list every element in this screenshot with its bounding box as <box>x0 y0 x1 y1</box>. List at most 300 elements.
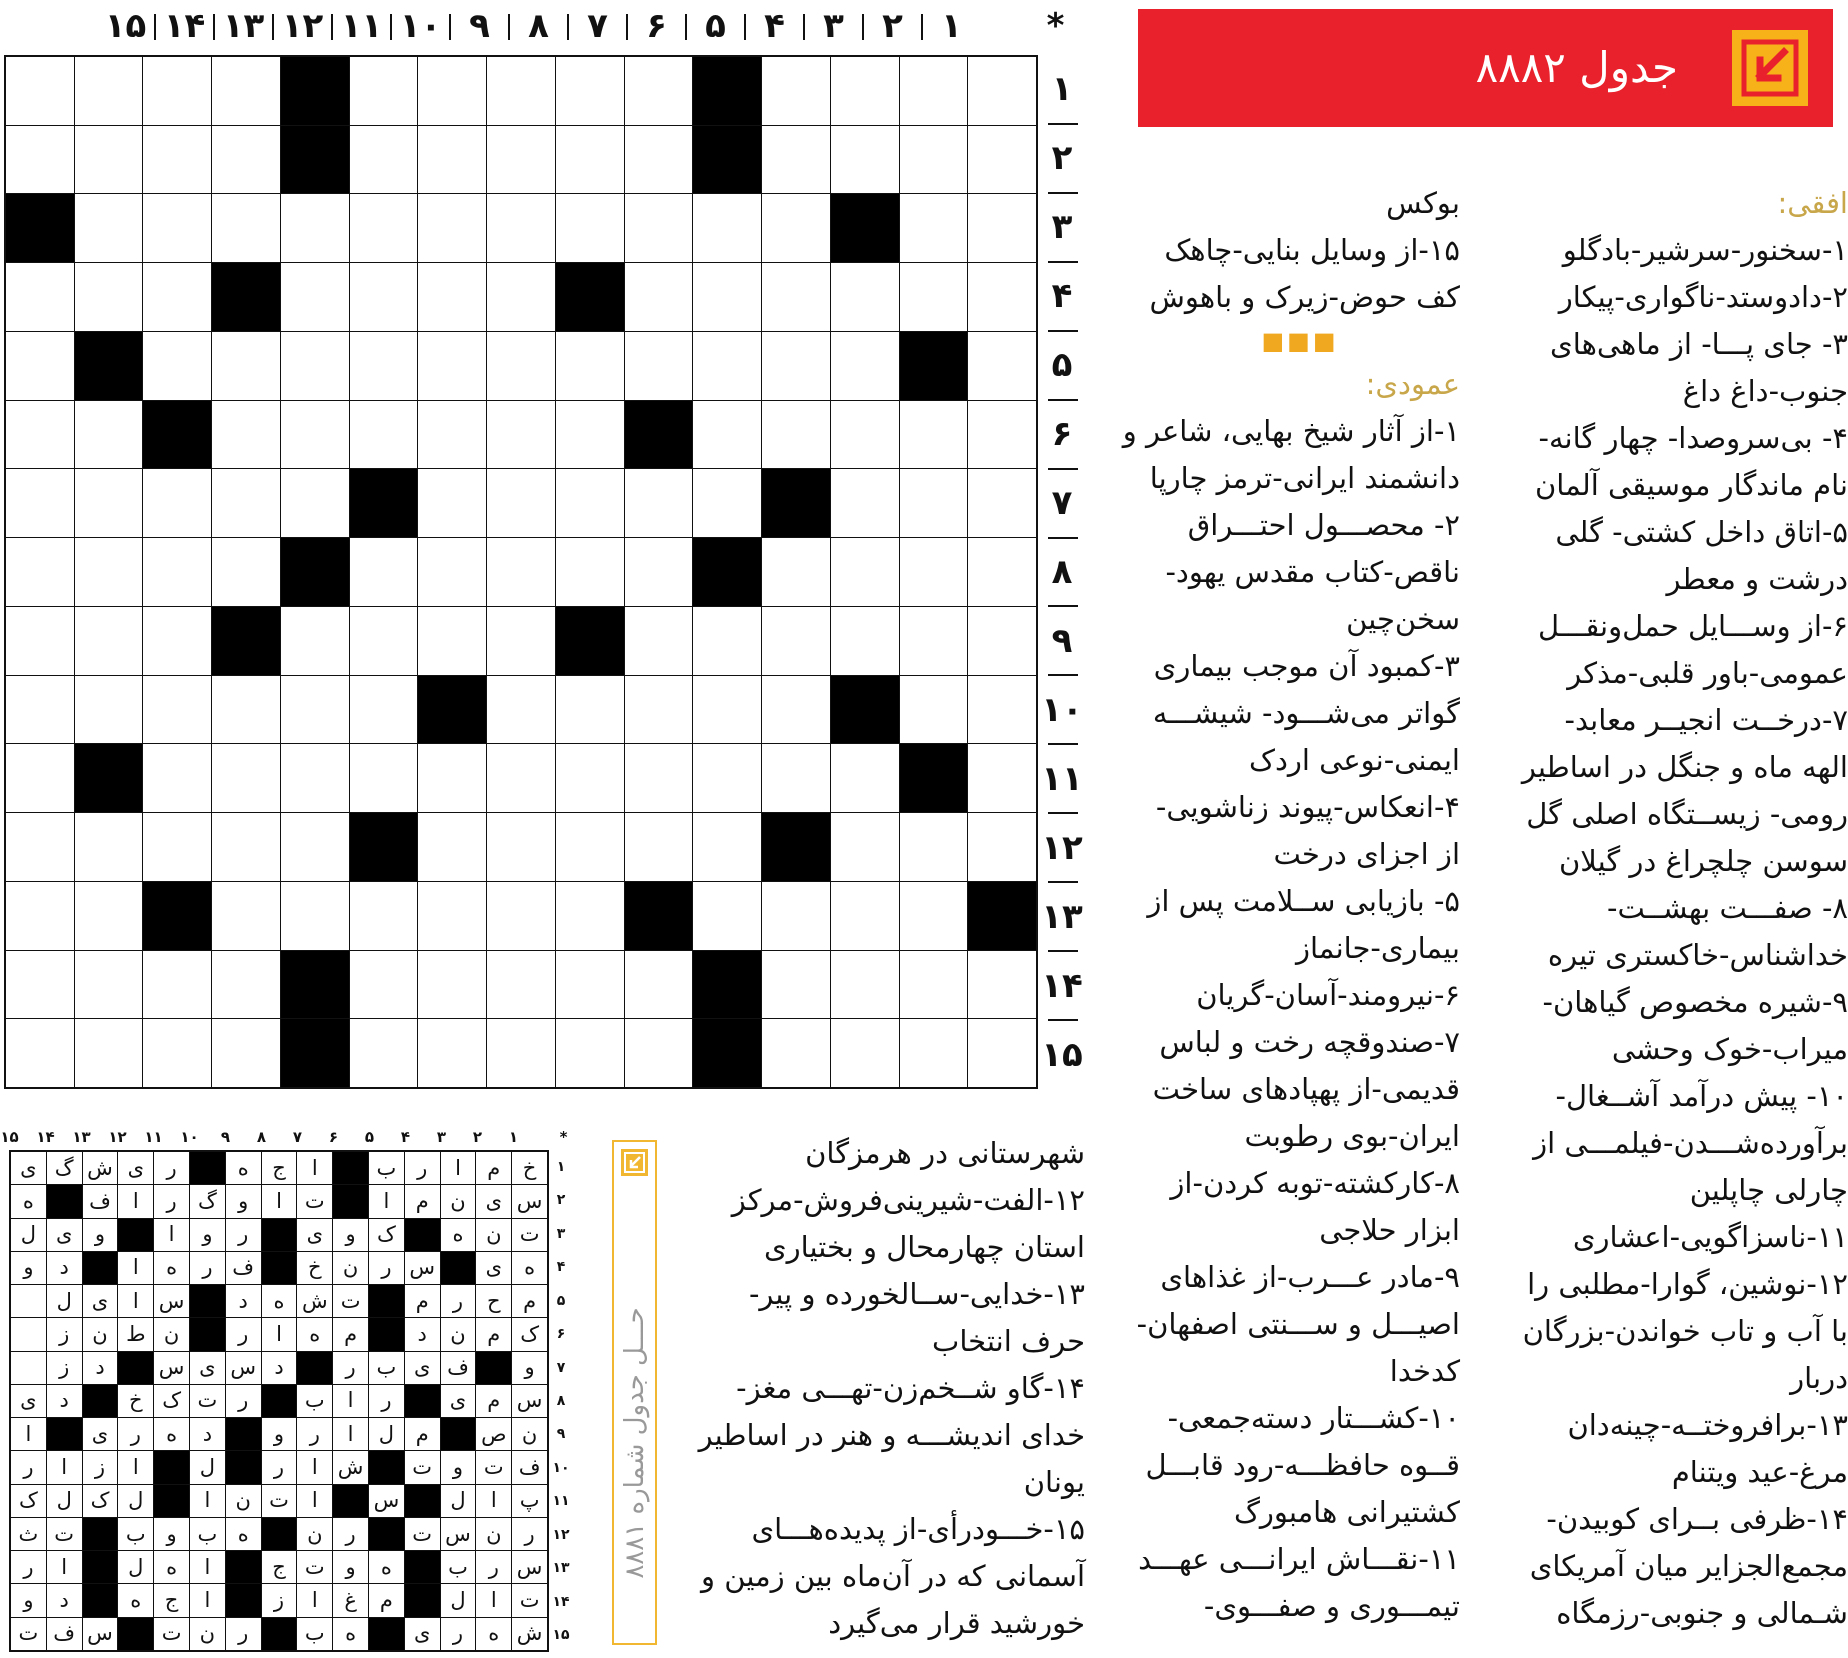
answer-cell[interactable] <box>900 951 968 1019</box>
across-heading: افقی: <box>1777 186 1848 220</box>
solution-black-cell <box>405 1385 440 1417</box>
answer-cell[interactable] <box>693 744 761 812</box>
clue-line: ۱۴-گاو شــخم‌زن-تهـــی مغز- <box>736 1371 1085 1405</box>
answer-cell[interactable] <box>487 607 555 675</box>
answer-cell[interactable] <box>418 951 486 1019</box>
answer-cell[interactable] <box>6 538 74 606</box>
solution-black-cell <box>369 1318 404 1350</box>
clue-column-left <box>700 1130 1085 1647</box>
answer-cell[interactable] <box>212 57 280 125</box>
answer-cell[interactable] <box>693 676 761 744</box>
black-cell <box>693 57 761 125</box>
answer-cell[interactable] <box>212 126 280 194</box>
solution-letter: ا <box>190 1485 225 1517</box>
answer-cell[interactable] <box>350 538 418 606</box>
answer-cell[interactable] <box>418 401 486 469</box>
solution-letter: و <box>441 1451 476 1483</box>
answer-cell[interactable] <box>75 401 143 469</box>
answer-cell[interactable] <box>968 744 1036 812</box>
solution-letter: ه <box>441 1219 476 1251</box>
answer-cell[interactable] <box>968 194 1036 262</box>
answer-cell[interactable] <box>762 676 830 744</box>
answer-cell[interactable] <box>350 676 418 744</box>
solution-black-cell <box>83 1518 118 1550</box>
answer-cell[interactable] <box>968 401 1036 469</box>
solution-letter: ر <box>226 1318 261 1350</box>
solution-black-cell <box>262 1252 297 1284</box>
answer-cell[interactable] <box>900 57 968 125</box>
answer-cell[interactable] <box>418 126 486 194</box>
answer-cell[interactable] <box>143 57 211 125</box>
answer-cell[interactable] <box>418 263 486 331</box>
answer-cell[interactable] <box>968 57 1036 125</box>
solution-black-cell <box>262 1219 297 1251</box>
black-cell <box>350 813 418 881</box>
answer-cell[interactable] <box>212 469 280 537</box>
answer-cell[interactable] <box>418 469 486 537</box>
solution-letter: ا <box>190 1584 225 1616</box>
answer-cell[interactable] <box>831 126 899 194</box>
answer-cell[interactable] <box>968 1019 1036 1087</box>
answer-cell[interactable] <box>212 882 280 950</box>
answer-cell[interactable] <box>968 469 1036 537</box>
answer-cell[interactable] <box>281 469 349 537</box>
solution-letter: ن <box>476 1219 511 1251</box>
black-cell <box>281 126 349 194</box>
answer-cell[interactable] <box>762 332 830 400</box>
answer-cell[interactable] <box>762 744 830 812</box>
clue-line: قدیمی-از پهپادهای ساخت <box>1152 1072 1460 1106</box>
solution-black-cell <box>154 1451 189 1483</box>
solution-letter: ا <box>441 1152 476 1184</box>
answer-cell[interactable] <box>75 813 143 881</box>
answer-cell[interactable] <box>900 126 968 194</box>
answer-cell[interactable] <box>968 813 1036 881</box>
answer-cell[interactable] <box>350 882 418 950</box>
solution-letter: گ <box>47 1152 82 1184</box>
solution-letter: س <box>441 1518 476 1550</box>
solution-letter: م <box>476 1385 511 1417</box>
answer-cell[interactable] <box>418 1019 486 1087</box>
answer-cell[interactable] <box>831 951 899 1019</box>
answer-cell[interactable] <box>831 401 899 469</box>
answer-cell[interactable] <box>487 744 555 812</box>
solution-row-number: ۷ <box>556 1359 566 1376</box>
clue-line: ۴-انعکاس-پیوند زناشویی- <box>1155 790 1460 824</box>
answer-cell[interactable] <box>487 676 555 744</box>
answer-cell[interactable] <box>75 676 143 744</box>
answer-cell[interactable] <box>556 951 624 1019</box>
answer-cell[interactable] <box>487 194 555 262</box>
answer-cell[interactable] <box>350 607 418 675</box>
answer-cell[interactable] <box>693 607 761 675</box>
solution-letter: ف <box>226 1252 261 1284</box>
answer-cell[interactable] <box>625 538 693 606</box>
answer-cell[interactable] <box>831 57 899 125</box>
answer-cell[interactable] <box>556 194 624 262</box>
answer-cell[interactable] <box>143 538 211 606</box>
answer-cell[interactable] <box>625 194 693 262</box>
solution-column-number: ۹ <box>220 1128 231 1146</box>
answer-cell[interactable] <box>968 676 1036 744</box>
answer-cell[interactable] <box>968 332 1036 400</box>
answer-cell[interactable] <box>556 744 624 812</box>
answer-cell[interactable] <box>762 57 830 125</box>
solution-letter: و <box>333 1551 368 1583</box>
answer-cell[interactable] <box>350 57 418 125</box>
answer-cell[interactable] <box>418 607 486 675</box>
answer-cell[interactable] <box>693 194 761 262</box>
answer-cell[interactable] <box>625 332 693 400</box>
answer-cell[interactable] <box>418 194 486 262</box>
answer-cell[interactable] <box>143 951 211 1019</box>
solution-letter: ر <box>154 1152 189 1184</box>
answer-cell[interactable] <box>6 1019 74 1087</box>
answer-cell[interactable] <box>143 126 211 194</box>
solution-letter: ا <box>333 1418 368 1450</box>
solution-black-cell <box>83 1385 118 1417</box>
answer-cell[interactable] <box>831 607 899 675</box>
answer-cell[interactable] <box>693 263 761 331</box>
clue-line: کف حوض-زیرک و باهوش <box>1149 280 1460 314</box>
black-cell <box>143 882 211 950</box>
answer-cell[interactable] <box>6 401 74 469</box>
black-cell <box>693 1019 761 1087</box>
answer-cell[interactable] <box>75 469 143 537</box>
solution-black-cell <box>226 1451 261 1483</box>
answer-cell[interactable] <box>556 813 624 881</box>
solution-letter: ی <box>476 1252 511 1284</box>
answer-cell[interactable] <box>75 951 143 1019</box>
clue-line: میراب-خوک وحشی <box>1611 1032 1848 1066</box>
answer-cell[interactable] <box>6 469 74 537</box>
answer-cell[interactable] <box>762 401 830 469</box>
answer-cell[interactable] <box>350 1019 418 1087</box>
answer-cell[interactable] <box>900 607 968 675</box>
answer-cell[interactable] <box>350 126 418 194</box>
clue-line: بیماری-جانماز <box>1295 931 1460 965</box>
solution-letter: ا <box>118 1252 153 1284</box>
answer-cell[interactable] <box>6 951 74 1019</box>
solution-header-star: * <box>559 1128 568 1146</box>
solution-letter: ا <box>297 1451 332 1483</box>
solution-letter: ث <box>11 1518 46 1550</box>
clue-line: نام ماندگار موسیقی آلمان <box>1534 468 1848 502</box>
answer-cell[interactable] <box>75 882 143 950</box>
answer-cell[interactable] <box>900 676 968 744</box>
answer-cell[interactable] <box>281 332 349 400</box>
solution-letter: و <box>512 1352 547 1384</box>
solution-column-header <box>0 1127 568 1147</box>
clue-line: ۹-مادر عـــرب-از غذاهای <box>1160 1260 1460 1294</box>
answer-cell[interactable] <box>487 469 555 537</box>
solution-letter: ر <box>226 1219 261 1251</box>
solution-black-cell <box>369 1518 404 1550</box>
answer-cell[interactable] <box>625 57 693 125</box>
answer-cell[interactable] <box>625 676 693 744</box>
answer-cell[interactable] <box>556 126 624 194</box>
answer-cell[interactable] <box>281 263 349 331</box>
answer-cell[interactable] <box>6 607 74 675</box>
solution-letter: ر <box>369 1385 404 1417</box>
puzzle-title: جدول ۸۸۸۲ <box>1475 43 1678 92</box>
answer-cell[interactable] <box>75 538 143 606</box>
answer-cell[interactable] <box>831 1019 899 1087</box>
answer-cell[interactable] <box>281 676 349 744</box>
answer-cell[interactable] <box>693 882 761 950</box>
answer-cell[interactable] <box>831 744 899 812</box>
answer-cell[interactable] <box>762 1019 830 1087</box>
answer-cell[interactable] <box>762 126 830 194</box>
solution-letter: پ <box>512 1485 547 1517</box>
answer-cell[interactable] <box>556 676 624 744</box>
solution-column-number: ۱۴ <box>36 1128 55 1146</box>
answer-cell[interactable] <box>556 57 624 125</box>
answer-cell[interactable] <box>350 951 418 1019</box>
answer-cell[interactable] <box>350 332 418 400</box>
answer-cell[interactable] <box>350 401 418 469</box>
answer-cell[interactable] <box>762 263 830 331</box>
answer-cell[interactable] <box>418 882 486 950</box>
answer-cell[interactable] <box>556 401 624 469</box>
row-number: ۳ <box>1051 207 1073 248</box>
column-number: ۱۵ <box>104 6 147 46</box>
answer-cell[interactable] <box>556 882 624 950</box>
answer-cell[interactable] <box>556 332 624 400</box>
answer-cell[interactable] <box>75 126 143 194</box>
answer-cell[interactable] <box>350 263 418 331</box>
answer-cell[interactable] <box>6 676 74 744</box>
answer-cell[interactable] <box>6 813 74 881</box>
answer-cell[interactable] <box>556 1019 624 1087</box>
answer-cell[interactable] <box>831 263 899 331</box>
clue-line: تیمـــوری و صفـــوی- <box>1203 1589 1460 1623</box>
solution-letter: ل <box>11 1219 46 1251</box>
answer-cell[interactable] <box>900 194 968 262</box>
solution-letter: ر <box>333 1518 368 1550</box>
answer-cell[interactable] <box>831 332 899 400</box>
answer-cell[interactable] <box>212 194 280 262</box>
answer-cell[interactable] <box>6 744 74 812</box>
answer-cell[interactable] <box>143 1019 211 1087</box>
answer-cell[interactable] <box>487 538 555 606</box>
answer-cell[interactable] <box>212 1019 280 1087</box>
answer-cell[interactable] <box>487 57 555 125</box>
answer-cell[interactable] <box>281 882 349 950</box>
answer-cell[interactable] <box>143 469 211 537</box>
clue-line: کشتیرانی هامبورگ <box>1233 1495 1460 1529</box>
answer-cell[interactable] <box>143 332 211 400</box>
answer-cell[interactable] <box>487 263 555 331</box>
answer-cell[interactable] <box>75 194 143 262</box>
answer-cell[interactable] <box>212 332 280 400</box>
answer-cell[interactable] <box>968 607 1036 675</box>
column-number: ۶ <box>646 6 667 46</box>
clue-line: ۳-کمبود آن موجب بیماری <box>1153 649 1460 683</box>
answer-cell[interactable] <box>968 126 1036 194</box>
solution-letter: ت <box>333 1285 368 1317</box>
answer-cell[interactable] <box>762 538 830 606</box>
solution-letter: خ <box>297 1252 332 1284</box>
answer-cell[interactable] <box>75 263 143 331</box>
solution-row-number: ۱۵ <box>552 1627 570 1644</box>
clue-line: ۴- بی‌سروصدا- چهار گانه- <box>1538 421 1848 455</box>
answer-cell[interactable] <box>487 951 555 1019</box>
answer-cell[interactable] <box>143 676 211 744</box>
solution-letter: ر <box>405 1152 440 1184</box>
answer-cell[interactable] <box>487 882 555 950</box>
solution-letter: ا <box>262 1185 297 1217</box>
solution-letter: ن <box>476 1518 511 1550</box>
solution-black-cell <box>297 1352 332 1384</box>
solution-column-number: ۷ <box>292 1128 303 1146</box>
solution-black-cell <box>118 1618 153 1650</box>
answer-cell[interactable] <box>281 813 349 881</box>
answer-cell[interactable] <box>831 813 899 881</box>
solution-column-number: ۶ <box>328 1128 339 1146</box>
answer-cell[interactable] <box>831 469 899 537</box>
answer-cell[interactable] <box>762 951 830 1019</box>
answer-cell[interactable] <box>625 126 693 194</box>
answer-cell[interactable] <box>75 1019 143 1087</box>
answer-cell[interactable] <box>556 469 624 537</box>
answer-cell[interactable] <box>418 57 486 125</box>
answer-cell[interactable] <box>350 744 418 812</box>
answer-cell[interactable] <box>762 194 830 262</box>
row-number: ۶ <box>1051 414 1073 455</box>
answer-cell[interactable] <box>762 607 830 675</box>
answer-cell[interactable] <box>900 469 968 537</box>
answer-cell[interactable] <box>900 538 968 606</box>
answer-cell[interactable] <box>212 744 280 812</box>
answer-cell[interactable] <box>281 744 349 812</box>
solution-letter: ر <box>226 1618 261 1650</box>
solution-column-number: ۱ <box>508 1128 519 1146</box>
solution-column-number: ۳ <box>436 1128 447 1146</box>
answer-cell[interactable] <box>968 263 1036 331</box>
answer-cell[interactable] <box>6 263 74 331</box>
answer-cell[interactable] <box>143 607 211 675</box>
answer-cell[interactable] <box>75 57 143 125</box>
solution-letter: ن <box>154 1318 189 1350</box>
answer-cell[interactable] <box>968 538 1036 606</box>
solution-letter: ب <box>297 1618 332 1650</box>
answer-cell[interactable] <box>143 813 211 881</box>
answer-cell[interactable] <box>6 882 74 950</box>
answer-cell[interactable] <box>900 1019 968 1087</box>
black-cell <box>625 401 693 469</box>
answer-cell[interactable] <box>900 263 968 331</box>
clue-line: ۶-نیرومند-آسان-گریان <box>1196 978 1460 1012</box>
answer-cell[interactable] <box>143 744 211 812</box>
answer-cell[interactable] <box>75 607 143 675</box>
answer-cell[interactable] <box>831 882 899 950</box>
answer-cell[interactable] <box>487 1019 555 1087</box>
clue-line: ۸- صفـــت بهشــت- <box>1607 891 1848 925</box>
answer-cell[interactable] <box>6 332 74 400</box>
answer-cell[interactable] <box>900 882 968 950</box>
answer-cell[interactable] <box>625 1019 693 1087</box>
answer-cell[interactable] <box>556 538 624 606</box>
answer-cell[interactable] <box>487 813 555 881</box>
clue-line: ۳- جای پـــا- از ماهی‌های <box>1550 327 1848 361</box>
answer-cell[interactable] <box>625 744 693 812</box>
answer-cell[interactable] <box>418 332 486 400</box>
answer-cell[interactable] <box>212 401 280 469</box>
row-number: ۵ <box>1051 345 1073 386</box>
answer-cell[interactable] <box>281 194 349 262</box>
answer-cell[interactable] <box>968 951 1036 1019</box>
solution-letter <box>11 1318 46 1350</box>
solution-letter: ی <box>405 1352 440 1384</box>
answer-cell[interactable] <box>418 813 486 881</box>
clue-line: ۹-شیره مخصوص گیاهان- <box>1542 985 1848 1019</box>
solution-black-cell <box>83 1252 118 1284</box>
answer-cell[interactable] <box>625 607 693 675</box>
answer-cell[interactable] <box>625 951 693 1019</box>
solution-black-cell <box>333 1485 368 1517</box>
row-number: ۱۰ <box>1041 689 1083 730</box>
solution-letter: د <box>47 1584 82 1616</box>
answer-cell[interactable] <box>6 126 74 194</box>
answer-cell[interactable] <box>350 194 418 262</box>
solution-letter: ک <box>11 1485 46 1517</box>
answer-cell[interactable] <box>212 813 280 881</box>
solution-letter: ا <box>190 1551 225 1583</box>
answer-cell[interactable] <box>693 813 761 881</box>
solution-letter: م <box>405 1185 440 1217</box>
solution-letter: ا <box>297 1152 332 1184</box>
answer-cell[interactable] <box>418 538 486 606</box>
answer-cell[interactable] <box>212 951 280 1019</box>
clue-line: کدخدا <box>1389 1354 1460 1388</box>
down-clues-continued <box>700 1130 1085 1647</box>
answer-cell[interactable] <box>281 607 349 675</box>
answer-cell[interactable] <box>281 401 349 469</box>
answer-cell[interactable] <box>143 263 211 331</box>
solution-letter: ل <box>118 1485 153 1517</box>
solution-letter: ت <box>11 1618 46 1650</box>
solution-row-number: ۵ <box>556 1292 566 1309</box>
solution-letter: ر <box>369 1252 404 1284</box>
answer-cell[interactable] <box>6 57 74 125</box>
answer-cell[interactable] <box>487 126 555 194</box>
solution-letter: ب <box>297 1385 332 1417</box>
answer-cell[interactable] <box>693 401 761 469</box>
solution-column-number: ۱۱ <box>144 1128 163 1146</box>
answer-cell[interactable] <box>693 332 761 400</box>
answer-cell[interactable] <box>625 263 693 331</box>
answer-cell[interactable] <box>625 469 693 537</box>
solution-row-number: ۸ <box>556 1393 566 1410</box>
black-cell <box>693 538 761 606</box>
answer-cell[interactable] <box>143 194 211 262</box>
solution-letter: م <box>405 1285 440 1317</box>
clue-line: با آب و تاب خواندن-بزرگان <box>1522 1314 1848 1348</box>
answer-cell[interactable] <box>762 882 830 950</box>
answer-cell[interactable] <box>900 401 968 469</box>
answer-cell[interactable] <box>418 744 486 812</box>
answer-cell[interactable] <box>212 538 280 606</box>
answer-cell[interactable] <box>487 401 555 469</box>
answer-cell[interactable] <box>625 813 693 881</box>
answer-cell[interactable] <box>212 676 280 744</box>
answer-cell[interactable] <box>693 469 761 537</box>
across-clues-list <box>1521 227 1848 1637</box>
answer-cell[interactable] <box>487 332 555 400</box>
answer-cell[interactable] <box>900 813 968 881</box>
answer-cell[interactable] <box>831 538 899 606</box>
